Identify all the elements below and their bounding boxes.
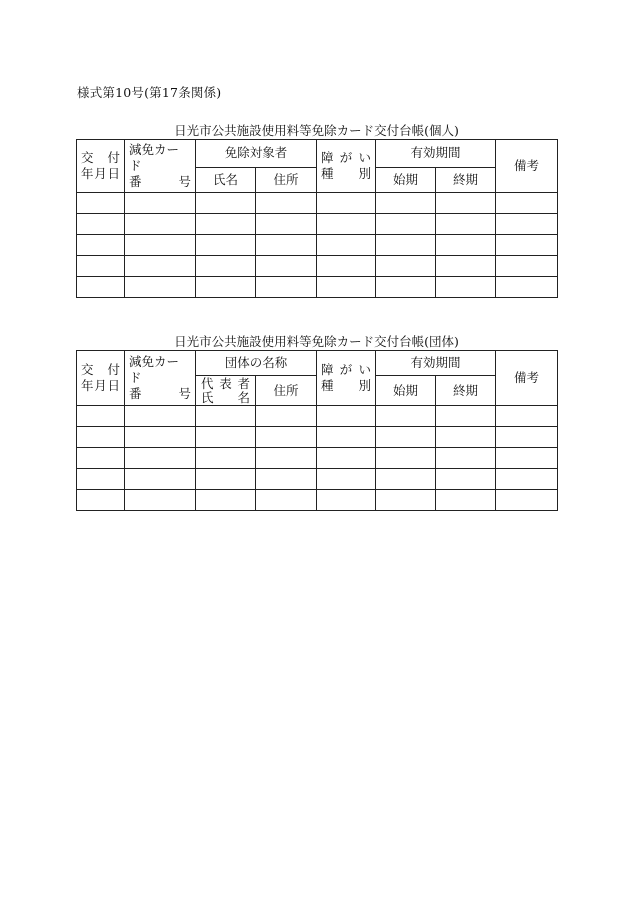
table-row	[77, 193, 558, 214]
table-row	[77, 277, 558, 298]
header-name: 氏名	[196, 167, 256, 192]
table-row	[77, 427, 558, 448]
individual-ledger-table	[76, 139, 558, 298]
header-disability-type: 障 が い 種 別	[317, 351, 376, 406]
header-remarks: 備考	[496, 351, 558, 406]
table-row	[77, 406, 558, 427]
header-issue-date: 交 付 年 月 日	[77, 140, 125, 193]
table-row	[77, 490, 558, 511]
header-representative-name: 代 表 者 氏 名	[196, 376, 256, 406]
header-start: 始期	[376, 376, 436, 406]
header-valid-period: 有効期間	[376, 140, 496, 168]
header-address: 住所	[256, 376, 317, 406]
table-row	[77, 214, 558, 235]
header-card-number: 減免カード 番 号	[125, 140, 196, 193]
header-valid-period: 有効期間	[376, 351, 496, 376]
table-row	[77, 256, 558, 277]
table-row	[77, 469, 558, 490]
header-card-number: 減免カード 番 号	[125, 351, 196, 406]
header-end: 終期	[436, 167, 496, 192]
header-address: 住所	[256, 167, 317, 192]
table-row	[77, 235, 558, 256]
header-exempt-target: 免除対象者	[196, 140, 317, 168]
header-disability-type: 障 が い 種 別	[317, 140, 376, 193]
header-end: 終期	[436, 376, 496, 406]
table-row	[77, 448, 558, 469]
group-ledger-title: 日光市公共施設使用料等免除カード交付台帳(団体)	[174, 334, 459, 349]
individual-ledger-title: 日光市公共施設使用料等免除カード交付台帳(個人)	[174, 123, 459, 138]
header-remarks: 備考	[496, 140, 558, 193]
group-ledger-table	[76, 350, 558, 511]
header-group-name: 団体の名称	[196, 351, 317, 376]
header-issue-date: 交 付 年 月 日	[77, 351, 125, 406]
form-number: 様式第10号(第17条関係)	[77, 85, 222, 100]
header-start: 始期	[376, 167, 436, 192]
